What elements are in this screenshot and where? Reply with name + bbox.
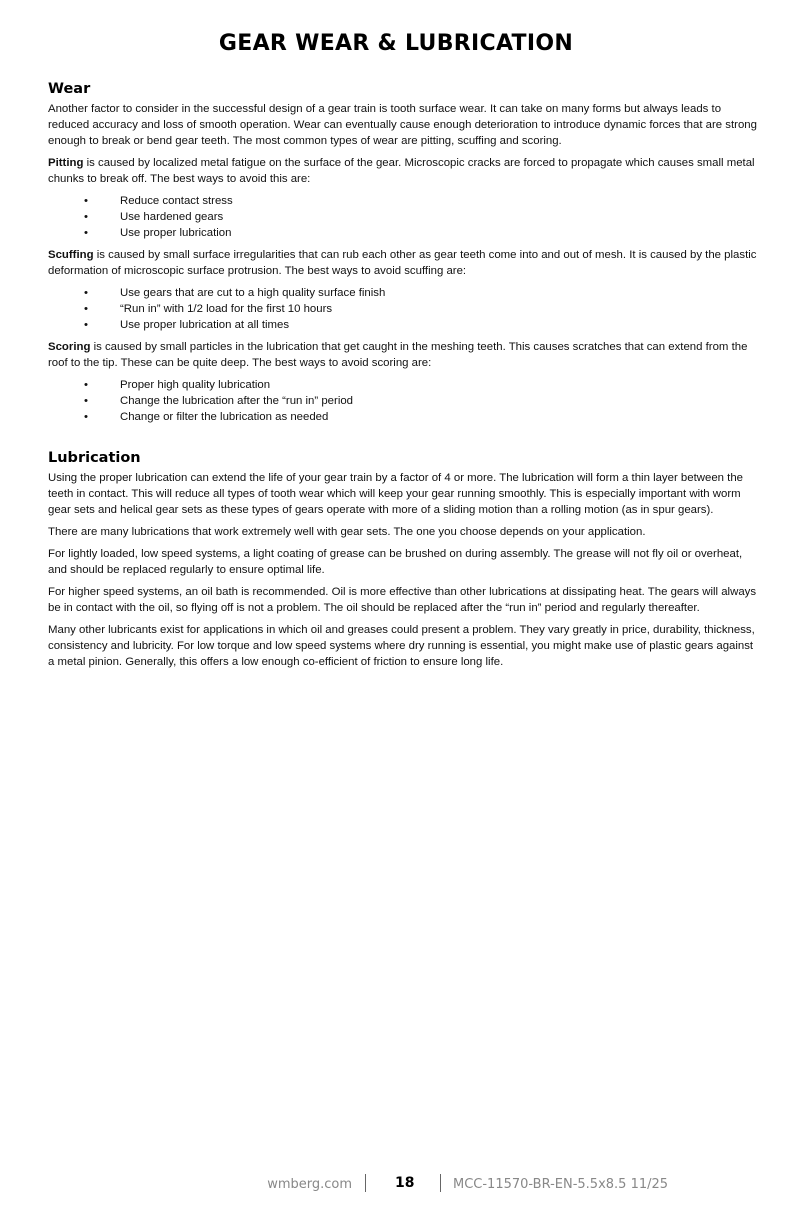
footer-divider — [365, 1174, 366, 1192]
lubrication-paragraph: Many other lubricants exist for applications in which oil and greases could present a problem. They vary greatly in price, durability, thickness, consistency and lubricity. For low torque and low speed systems where dry running is essential, you might make use of plastic gears against a metal pinion. Generally, this offers a low enough co-efficient of friction to ensure long life. — [48, 624, 755, 668]
scuffing-text: is caused by small surface irregularities that can rub each other as gear teeth come into and out of mesh. It is caused by the plastic deformation of microscopic surface protrusion. The best ways to avoid scuffing are: — [48, 249, 757, 277]
pitting-term: Pitting — [48, 157, 84, 169]
lubrication-paragraph: There are many lubrications that work extremely well with gear sets. The one you choose depends on your application. — [48, 526, 646, 538]
list-item-text: Use proper lubrication — [120, 227, 232, 239]
bullet-icon: • — [84, 195, 88, 207]
scoring-text: is caused by small particles in the lubrication that get caught in the meshing teeth. This causes scratches that can extend from the roof to the tip. These can be quite deep. The best ways to avoid scoring are: — [48, 341, 748, 369]
list-item-text: Use proper lubrication at all times — [120, 319, 290, 331]
bullet-icon: • — [84, 319, 88, 331]
wear-heading: Wear — [48, 81, 91, 97]
list-item-text: Proper high quality lubrication — [120, 379, 271, 391]
pitting-paragraph — [48, 155, 760, 187]
list-item-text: “Run in” with 1/2 load for the first 10 hours — [120, 303, 333, 315]
page-number: 18 — [395, 1175, 415, 1191]
list-item — [48, 317, 760, 333]
lubrication-section — [48, 449, 760, 670]
page-footer — [0, 1174, 792, 1196]
list-item — [48, 301, 760, 317]
bullet-icon: • — [84, 379, 88, 391]
list-item — [48, 393, 760, 409]
section-spacer — [48, 431, 760, 449]
list-item-text: Use gears that are cut to a high quality surface finish — [120, 287, 386, 299]
scoring-list — [48, 377, 760, 425]
pitting-list — [48, 193, 760, 241]
scuffing-paragraph — [48, 247, 760, 279]
list-item-text: Change the lubrication after the “run in” period — [120, 395, 354, 407]
list-item — [48, 285, 760, 301]
footer-divider — [440, 1174, 441, 1192]
lubrication-paragraph: For lightly loaded, low speed systems, a light coating of grease can be brushed on during assembly. The grease will not fly oil or overheat, and should be replaced regularly to ensure optimal life. — [48, 548, 743, 576]
page-content — [48, 80, 760, 676]
pitting-text: is caused by localized metal fatigue on the surface of the gear. Microscopic cracks are forced to propagate which causes small metal chunks to break off. The best ways to avoid this are: — [48, 157, 755, 185]
list-item-text: Use hardened gears — [120, 211, 224, 223]
lubrication-heading: Lubrication — [48, 450, 141, 466]
bullet-icon: • — [84, 227, 88, 239]
footer-website: wmberg.com — [267, 1177, 352, 1192]
list-item-text: Reduce contact stress — [120, 195, 233, 207]
bullet-icon: • — [84, 303, 88, 315]
bullet-icon: • — [84, 287, 88, 299]
bullet-icon: • — [84, 211, 88, 223]
footer-document-code: MCC-11570-BR-EN-5.5x8.5 11/25 — [453, 1177, 669, 1192]
list-item — [48, 409, 760, 425]
scuffing-term: Scuffing — [48, 249, 94, 261]
scoring-paragraph — [48, 339, 760, 371]
list-item — [48, 377, 760, 393]
lubrication-paragraph: Using the proper lubrication can extend the life of your gear train by a factor of 4 or more. The lubrication will form a thin layer between the teeth in contact. This will reduce all types of tooth wear which will keep your gear running smoothly. This is especially important with worm gear sets and helical gear sets as these types of gears operate with more of a sliding motion than a rolling motion (as in spur gears). — [48, 472, 743, 516]
list-item — [48, 193, 760, 209]
scoring-term: Scoring — [48, 341, 91, 353]
scuffing-list — [48, 285, 760, 333]
bullet-icon: • — [84, 411, 88, 423]
bullet-icon: • — [84, 395, 88, 407]
lubrication-paragraph: For higher speed systems, an oil bath is recommended. Oil is more effective than other lubrications at dissipating heat. The gears will always be in contact with the oil, so flying off is not a problem. The oil should be replaced after the “run in” period and regularly thereafter. — [48, 586, 757, 614]
wear-intro-paragraph: Another factor to consider in the successful design of a gear train is tooth surface wear. It can take on many forms but always leads to reduced accuracy and loss of smooth operation. Wear can eventually cause enough deterioration to introduce dynamic forces that are strong enough to break or bend gear teeth. The most common types of wear are pitting, scuffing and scoring. — [48, 103, 757, 147]
list-item-text: Change or filter the lubrication as needed — [120, 411, 329, 423]
page-title: GEAR WEAR & LUBRICATION — [218, 31, 574, 56]
wear-section — [48, 80, 760, 425]
list-item — [48, 225, 760, 241]
list-item — [48, 209, 760, 225]
